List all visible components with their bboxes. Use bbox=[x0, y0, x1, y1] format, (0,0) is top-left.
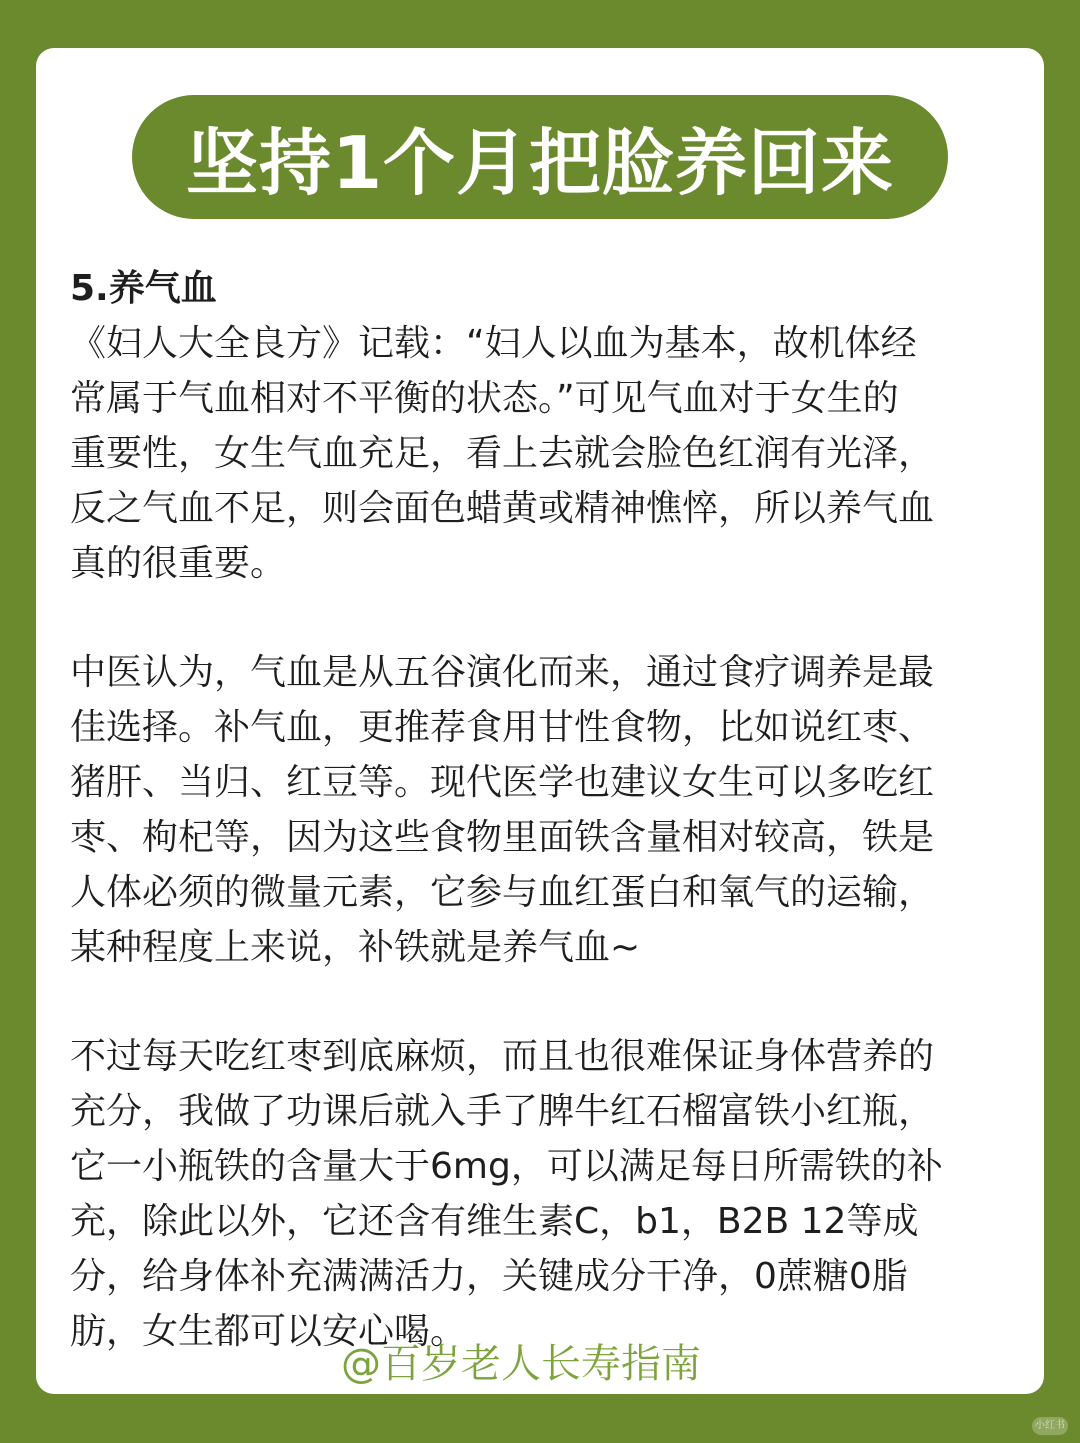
article-body bbox=[70, 261, 1014, 1359]
text-line: 猪肝、当归、红豆等。现代医学也建议女生可以多吃红 bbox=[70, 762, 935, 803]
paragraph-2 bbox=[70, 645, 1014, 975]
platform-watermark-badge: 小红书 bbox=[1032, 1417, 1068, 1435]
text-line: 充，除此以外，它还含有维生素C，b1，B2B 12等成 bbox=[70, 1201, 919, 1242]
paragraph-spacer bbox=[70, 591, 1014, 645]
text-line: 不过每天吃红枣到底麻烦，而且也很难保证身体营养的 bbox=[70, 1036, 935, 1077]
text-line: 某种程度上来说，补铁就是养气血~ bbox=[70, 927, 641, 968]
paragraph-1 bbox=[70, 316, 1014, 591]
paragraph-3 bbox=[70, 1029, 1014, 1359]
content-card bbox=[36, 48, 1044, 1394]
text-line: 重要性，女生气血充足，看上去就会脸色红润有光泽， bbox=[70, 433, 935, 474]
text-line: 佳选择。补气血，更推荐食用甘性食物，比如说红枣、 bbox=[70, 707, 935, 748]
text-line: 人体必须的微量元素，它参与血红蛋白和氧气的运输， bbox=[70, 872, 935, 913]
text-line: 枣、枸杞等，因为这些食物里面铁含量相对较高，铁是 bbox=[70, 817, 935, 858]
text-line: 中医认为，气血是从五谷演化而来，通过食疗调养是最 bbox=[70, 652, 935, 693]
page-title: 坚持1个月把脸养回来 bbox=[185, 121, 895, 205]
paragraph-spacer bbox=[70, 975, 1014, 1029]
text-line: 真的很重要。 bbox=[70, 543, 287, 584]
text-line: 充分，我做了功课后就入手了脾牛红石榴富铁小红瓶， bbox=[70, 1091, 935, 1132]
text-line: 反之气血不足，则会面色蜡黄或精神憔悴，所以养气血 bbox=[70, 488, 935, 529]
text-line: 常属于气血相对不平衡的状态。”可见气血对于女生的 bbox=[70, 378, 899, 419]
text-line: 它一小瓶铁的含量大于6mg，可以满足每日所需铁的补 bbox=[70, 1146, 943, 1187]
text-line: 肪，女生都可以安心喝。 bbox=[70, 1311, 467, 1352]
section-heading: 5.养气血 bbox=[70, 268, 217, 309]
text-line: 分，给身体补充满满活力，关键成分干净，0蔗糖0脂 bbox=[70, 1256, 908, 1297]
title-banner bbox=[132, 95, 948, 219]
author-watermark: @百岁老人长寿指南 bbox=[341, 1341, 701, 1387]
text-line: 《妇人大全良方》记载：“妇人以血为基本，故机体经 bbox=[70, 323, 917, 364]
